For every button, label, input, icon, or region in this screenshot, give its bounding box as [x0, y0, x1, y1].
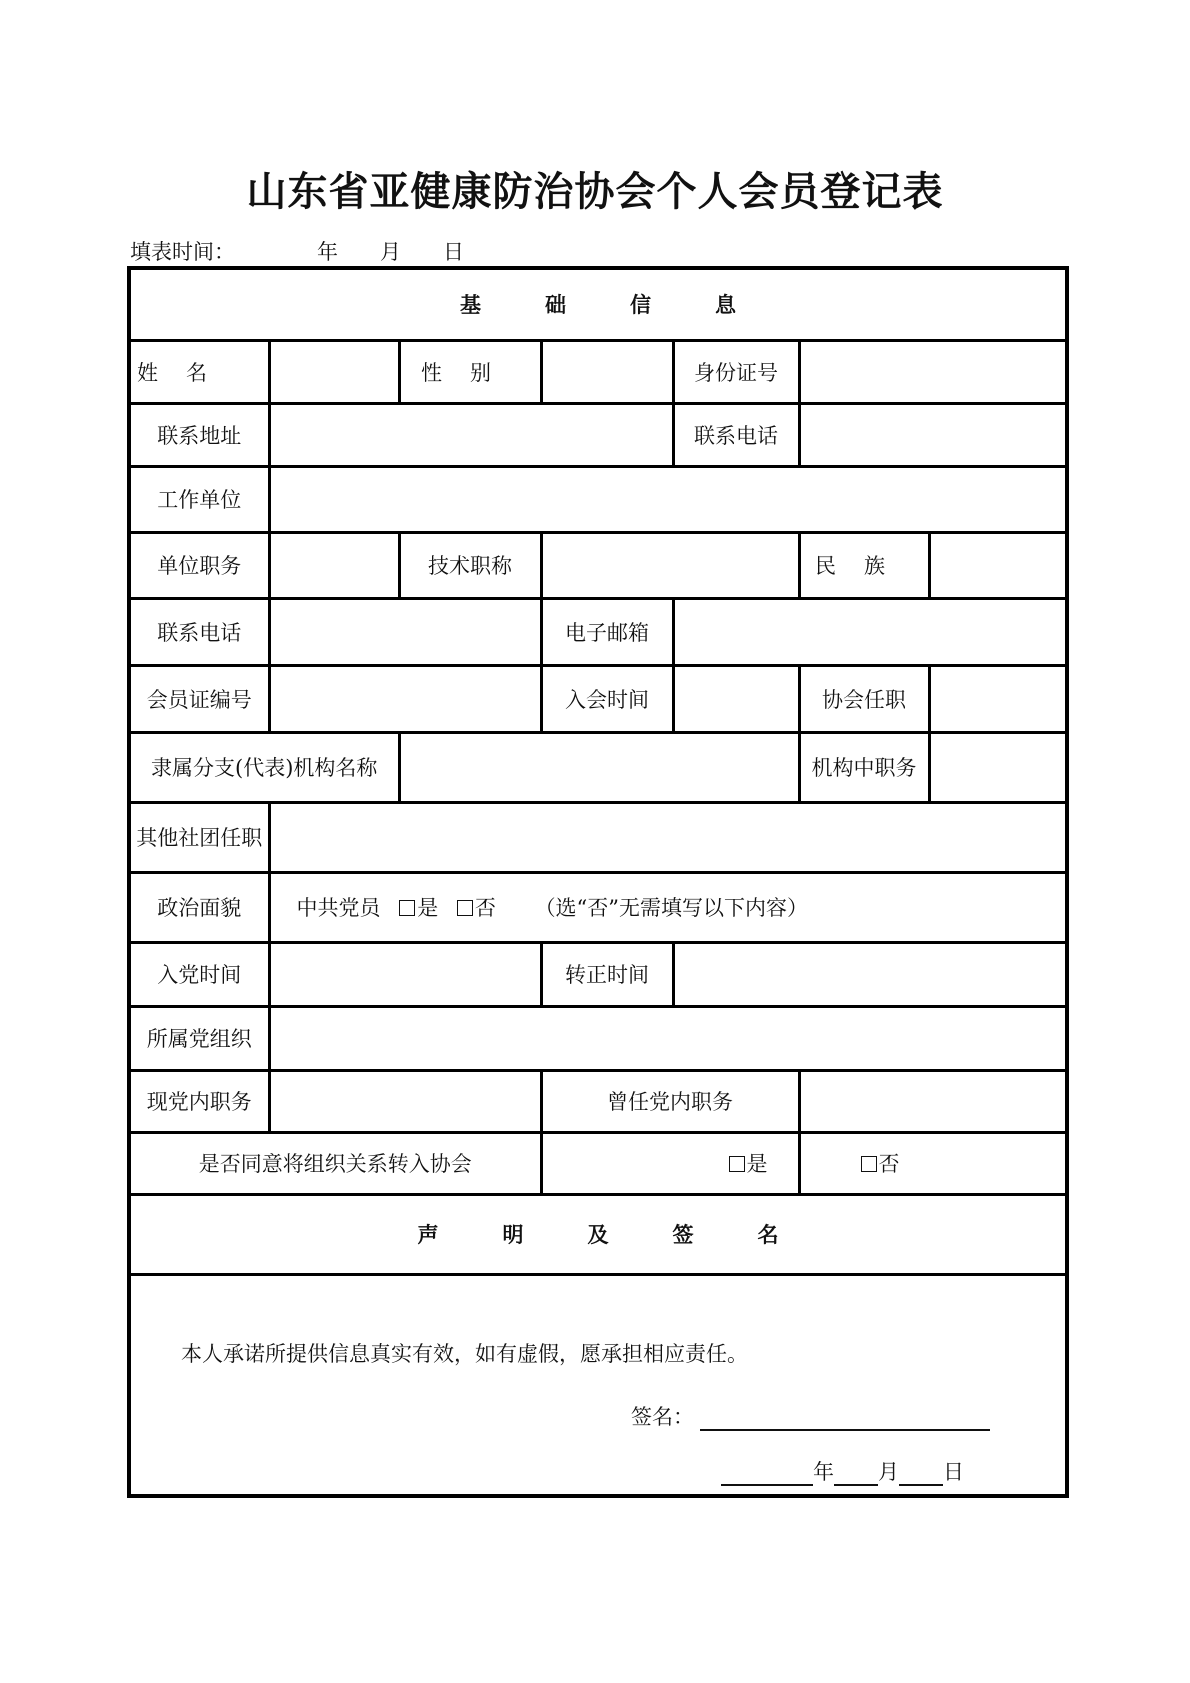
- transfer-no-option[interactable]: 否: [799, 1132, 1067, 1194]
- checkbox-icon[interactable]: [861, 1156, 877, 1172]
- join-date-label: 入会时间: [541, 665, 673, 732]
- fill-date-label: 填表时间：: [130, 240, 235, 264]
- other-roles-field[interactable]: [269, 802, 1067, 872]
- declaration-day-field[interactable]: [899, 1462, 943, 1486]
- join-date-field[interactable]: [673, 665, 799, 732]
- declaration-year-field[interactable]: [721, 1462, 813, 1486]
- political-options: [269, 872, 1067, 942]
- form-row: [129, 732, 1067, 802]
- fill-date-line: [130, 236, 464, 266]
- party-join-date-label: 入党时间: [129, 942, 269, 1006]
- assoc-position-label: 协会任职: [799, 665, 929, 732]
- id-number-field[interactable]: [799, 340, 1067, 403]
- tech-title-label: 技术职称: [399, 532, 541, 598]
- form-row: [129, 1070, 1067, 1132]
- declaration-date-line: [721, 1456, 964, 1486]
- political-label: 政治面貌: [129, 872, 269, 942]
- signature-field[interactable]: [700, 1407, 990, 1431]
- regular-date-field[interactable]: [673, 942, 1067, 1006]
- section-basic-info-row: [129, 268, 1067, 340]
- ethnicity-field[interactable]: [929, 532, 1067, 598]
- unit-position-label: 单位职务: [129, 532, 269, 598]
- transfer-consent-label: 是否同意将组织关系转入协会: [129, 1132, 541, 1194]
- checkbox-icon[interactable]: [399, 900, 415, 916]
- gender-label: 性别: [399, 340, 541, 403]
- form-row: [129, 802, 1067, 872]
- name-label: 姓名: [129, 340, 269, 403]
- unit-position-field[interactable]: [269, 532, 399, 598]
- checkbox-icon[interactable]: [729, 1156, 745, 1172]
- branch-name-label: 隶属分支(代表)机构名称: [129, 732, 399, 802]
- declaration-cell: [129, 1274, 1067, 1496]
- registration-form-table: [127, 266, 1069, 1498]
- form-row: [129, 403, 1067, 466]
- section-basic-info-header: 基 础 信 息: [129, 268, 1067, 340]
- phone-label: 联系电话: [129, 598, 269, 665]
- tech-title-field[interactable]: [541, 532, 799, 598]
- fill-date-year: 年: [317, 240, 338, 264]
- email-field[interactable]: [673, 598, 1067, 665]
- form-row: [129, 942, 1067, 1006]
- other-roles-label: 其他社团任职: [129, 802, 269, 872]
- id-number-label: 身份证号: [673, 340, 799, 403]
- political-note: （选“否”无需填写以下内容）: [534, 896, 809, 920]
- checkbox-icon[interactable]: [457, 900, 473, 916]
- form-row: [129, 1132, 1067, 1194]
- party-member-label: 中共党员: [296, 896, 381, 920]
- form-row: [129, 665, 1067, 732]
- transfer-yes-option[interactable]: 是: [541, 1132, 799, 1194]
- form-row: [129, 872, 1067, 942]
- current-party-role-field[interactable]: [269, 1070, 541, 1132]
- address-label: 联系地址: [129, 403, 269, 466]
- political-yes-option[interactable]: 是: [399, 896, 438, 920]
- declaration-row: [129, 1274, 1067, 1496]
- member-no-label: 会员证编号: [129, 665, 269, 732]
- branch-position-field[interactable]: [929, 732, 1067, 802]
- form-row: [129, 1006, 1067, 1070]
- form-row: [129, 598, 1067, 665]
- address-field[interactable]: [269, 403, 673, 466]
- section-declaration-header: 声 明 及 签 名: [129, 1194, 1067, 1274]
- fill-date-month: 月: [380, 240, 401, 264]
- name-field[interactable]: [269, 340, 399, 403]
- former-party-role-field[interactable]: [799, 1070, 1067, 1132]
- member-no-field[interactable]: [269, 665, 541, 732]
- gender-field[interactable]: [541, 340, 673, 403]
- branch-position-label: 机构中职务: [799, 732, 929, 802]
- phone-field[interactable]: [269, 598, 541, 665]
- document-title: 山东省亚健康防治协会个人会员登记表: [246, 169, 944, 215]
- form-row: [129, 466, 1067, 532]
- work-unit-field[interactable]: [269, 466, 1067, 532]
- assoc-position-field[interactable]: [929, 665, 1067, 732]
- declaration-year-label: 年: [813, 1459, 834, 1484]
- party-org-label: 所属党组织: [129, 1006, 269, 1070]
- former-party-role-label: 曾任党内职务: [541, 1070, 799, 1132]
- signature-line: [631, 1401, 990, 1431]
- contact-phone-label: 联系电话: [673, 403, 799, 466]
- branch-name-field[interactable]: [399, 732, 799, 802]
- party-join-date-field[interactable]: [269, 942, 541, 1006]
- work-unit-label: 工作单位: [129, 466, 269, 532]
- declaration-day-label: 日: [943, 1459, 964, 1484]
- political-no-option[interactable]: 否: [457, 896, 496, 920]
- ethnicity-label: 民族: [799, 532, 929, 598]
- current-party-role-label: 现党内职务: [129, 1070, 269, 1132]
- contact-phone-field[interactable]: [799, 403, 1067, 466]
- form-row: [129, 532, 1067, 598]
- signature-label: 签名：: [631, 1404, 694, 1429]
- regular-date-label: 转正时间: [541, 942, 673, 1006]
- declaration-month-label: 月: [878, 1459, 899, 1484]
- section-declaration-row: [129, 1194, 1067, 1274]
- email-label: 电子邮箱: [541, 598, 673, 665]
- declaration-month-field[interactable]: [834, 1462, 878, 1486]
- form-row: [129, 340, 1067, 403]
- fill-date-day: 日: [443, 240, 464, 264]
- declaration-text: 本人承诺所提供信息真实有效，如有虚假，愿承担相应责任。: [181, 1341, 748, 1366]
- party-org-field[interactable]: [269, 1006, 1067, 1070]
